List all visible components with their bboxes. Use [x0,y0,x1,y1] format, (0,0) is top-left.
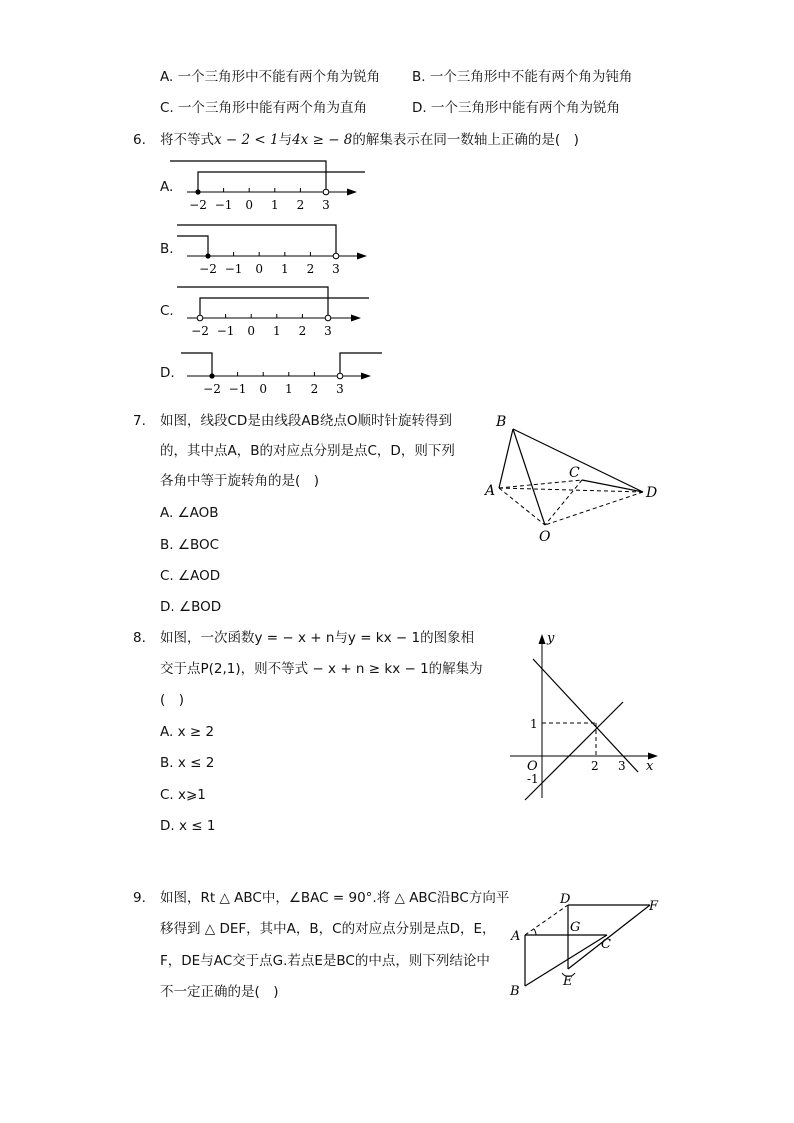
number-line-a-open-dot [323,189,329,195]
q9-stem-line2: 移得到 △ DEF，其中A，B，C的对应点分别是点D，E， [160,921,496,937]
tick-label: −2 [199,262,217,276]
tick-label-y-1: 1 [530,717,538,731]
tick-label: −2 [191,324,209,338]
q6-number-line-a [175,158,395,218]
point-label-b: B [510,984,520,999]
q6-number-line-b [175,222,395,282]
point-label-o: O [539,529,551,545]
tick-label: 3 [324,324,332,338]
tick-label: 2 [310,382,319,396]
number-line-a-axis [187,188,357,212]
segment-ao-dashed [499,488,545,525]
q6-number-line-c [175,284,395,344]
q9-translation-figure [505,888,665,998]
q5-option-c: C. 一个三角形中能有两个角为直角 [160,100,368,116]
segment-ac-dashed [499,480,582,488]
q6-option-a-label: A. [160,179,174,195]
segment-do-dashed [545,492,643,525]
q7-option-a: A. ∠AOB [160,505,219,521]
q7-stem-line1: 如图，线段CD是由线段AB绕点O顺时针旋转得到 [160,413,452,429]
tick-label: 2 [298,324,307,338]
tick-label: −1 [224,262,243,276]
q9-stem-line3: F，DE与AC交于点G.若点E是BC的中点，则下列结论中 [160,953,490,969]
q5-option-b: B. 一个三角形中不能有两个角为钝角 [412,69,633,85]
point-label-c: C [601,937,611,952]
q7-option-b: B. ∠BOC [160,537,220,553]
q8-stem-line2: 交于点P(2,1)，则不等式 − x + n ≥ kx − 1的解集为 [160,661,483,677]
q6-inequality-2: 4x ≥ − 8 [292,132,353,148]
q8-option-c: C. x⩾1 [160,787,206,803]
line-positive-slope [525,702,623,800]
q5-option-d: D. 一个三角形中能有两个角为锐角 [412,100,620,116]
tick-label: 1 [280,262,289,276]
tick-label: 0 [255,262,264,276]
tick-label: 2 [306,262,315,276]
q6-stem-part2: 与 [278,132,293,148]
q8-option-d: D. x ≤ 1 [160,818,216,834]
segment-co-dashed [545,480,582,525]
tick-label: 0 [245,198,254,212]
axis-label-x: x [646,759,654,774]
tick-label: −1 [216,324,235,338]
number-line-c-open-dot-left [197,315,203,321]
point-label-b: B [496,414,507,430]
point-label-a: A [511,929,521,944]
q6-number-line-d [175,342,405,402]
point-label-c: C [569,465,580,481]
tick-label: −1 [214,198,233,212]
q7-stem-line2: 的，其中点A，B的对应点分别是点C，D，则下列 [160,443,455,459]
q7-option-c: C. ∠AOD [160,568,221,584]
q6-stem-part3: 的解集表示在同一数轴上正确的是( ) [352,132,579,148]
number-line-b-range-left [177,236,208,256]
tick-label-x-3: 3 [618,759,626,773]
q6-stem [160,131,579,149]
tick-label: −2 [203,382,221,396]
q5-option-a: A. 一个三角形中不能有两个角为锐角 [160,69,381,85]
tick-label: 1 [270,198,279,212]
q7-rotation-figure [482,410,662,545]
q8-option-b: B. x ≤ 2 [160,755,215,771]
tick-label-y-neg1: -1 [527,772,539,786]
q9-stem-line1: 如图，Rt △ ABC中，∠BAC = 90°.将 △ ABC沿BC方向平 [160,890,510,906]
tick-label: 3 [322,198,330,212]
tick-label: 1 [284,382,293,396]
point-label-d: D [560,892,571,907]
number-line-a-range-left [198,172,365,192]
q8-number: 8. [133,630,146,646]
q6-inequality-1: x − 2 < 1 [214,132,279,148]
origin-label: O [527,759,538,774]
tick-label: 1 [272,324,281,338]
number-line-a-solid-dot [195,189,200,194]
point-label-f: F [649,899,659,914]
segment-ab [499,429,513,488]
q7-number: 7. [133,413,146,429]
number-line-b-axis [187,252,367,276]
point-label-e: E [563,974,573,989]
tick-label-x-2: 2 [591,759,599,773]
q8-linear-function-graph [500,628,670,803]
q8-option-a: A. x ≥ 2 [160,724,215,740]
q7-option-d: D. ∠BOD [160,599,222,615]
number-line-d-open-dot [337,373,343,379]
q8-stem-line1: 如图，一次函数y = − x + n与y = kx − 1的图象相 [160,630,475,646]
tick-label: 2 [296,198,305,212]
q7-stem-line3: 各角中等于旋转角的是( ) [160,473,320,489]
segment-ad-dashed [499,488,643,492]
number-line-d-solid-dot [209,373,214,378]
segment-bd [513,429,643,492]
point-label-a: A [485,483,496,499]
q9-stem-line4: 不一定正确的是( ) [160,984,279,1000]
tick-label: 3 [336,382,344,396]
number-line-b-range-right [177,225,336,256]
q6-number: 6. [133,132,146,148]
number-line-a-range-right [170,161,326,192]
number-line-d-axis [187,372,371,396]
point-label-d: D [646,485,658,501]
angle-arc-a [534,929,536,935]
segment-bo [513,429,545,525]
tick-label: −2 [189,198,207,212]
axis-label-y: y [547,631,555,646]
q6-option-b-label: B. [160,241,174,257]
q6-option-d-label: D. [160,365,175,381]
q9-number: 9. [133,890,146,906]
number-line-b-solid-dot [205,253,210,258]
number-line-c-axis [187,314,361,338]
number-line-c-open-dot-right [325,315,331,321]
line-negative-slope [533,659,638,772]
tick-label: 0 [259,382,268,396]
point-label-g: G [570,920,581,935]
tick-label: 0 [247,324,256,338]
segment-ad-dashed [525,905,568,935]
number-line-b-open-dot [333,253,339,259]
q8-stem-line3: ( ) [160,692,185,708]
tick-label: −1 [228,382,247,396]
q6-stem-part1: 将不等式 [160,132,214,148]
q6-option-c-label: C. [160,303,174,319]
tick-label: 3 [332,262,340,276]
number-line-d-range-left [181,353,212,376]
